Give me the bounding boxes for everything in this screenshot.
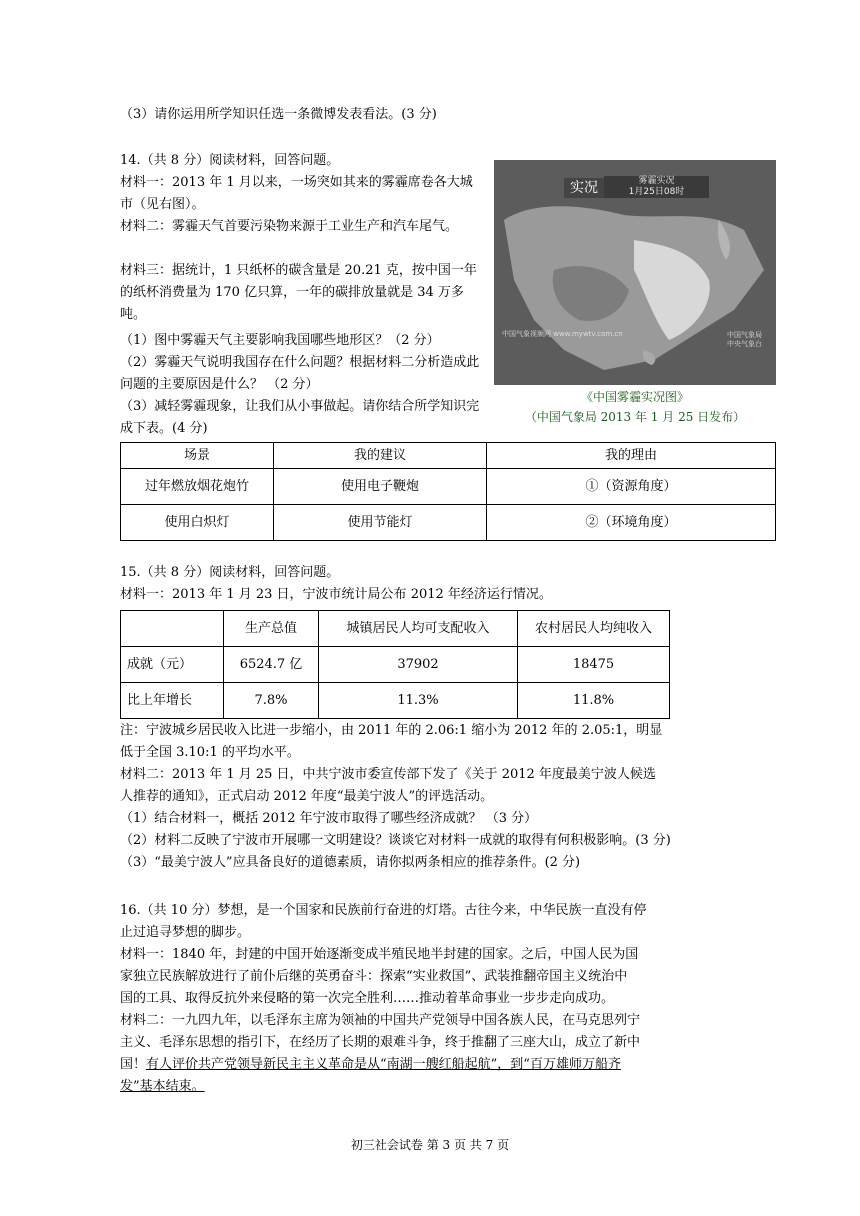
q15-table — [120, 610, 670, 719]
map-tag-label: 实况 — [564, 178, 604, 198]
table-row — [121, 469, 776, 505]
table-cell: 18475 — [518, 647, 670, 683]
q14-material2: 材料二：雾霾天气首要污染物来源于工业生产和汽车尾气。 — [120, 219, 459, 234]
table-cell: 使用电子鞭炮 — [274, 469, 487, 505]
table-cell: 37902 — [319, 647, 518, 683]
q15-material1: 材料一：2013 年 1 月 23 日，宁波市统计局公布 2012 年经济运行情况。 — [120, 587, 552, 602]
q16-line5: 国的工具、取得反抗外来侵略的第一次完全胜利……推动着革命事业一步步走向成功。 — [120, 991, 615, 1006]
table-cell: 7.8% — [224, 683, 319, 719]
table-header-cell: 我的建议 — [274, 443, 487, 469]
q16-underlined-quote-end: 发”基本结束。 — [120, 1079, 205, 1094]
table-cell: ②（环境角度） — [487, 505, 776, 541]
map-bar-title: 雾霾实况 — [638, 176, 675, 186]
table-header-cell: 城镇居民人均可支配收入 — [319, 611, 518, 647]
q16-line6: 材料二：一九四九年，以毛泽东主席为领袖的中国共产党领导中国各族人民，在马克思列宁 — [120, 1013, 641, 1028]
table-row — [121, 505, 776, 541]
q15-heading: 15.（共 8 分）阅读材料，回答问题。 — [120, 565, 340, 580]
haze-map-image — [494, 160, 776, 385]
map-org1: 中国气象局 — [727, 331, 762, 339]
map-org2: 中央气象台 — [727, 340, 762, 348]
q14-material3: 材料三：据统计，1 只纸杯的碳含量是 20.21 克，按中国一年的纸杯消费量为 170 亿只算，一年的碳排放量就是 34 万多吨。 — [120, 263, 477, 322]
q15-material2-line2: 人推荐的通知》，正式启动 2012 年度“最美宁波人”的评选活动。 — [120, 789, 494, 804]
q16-line8 — [120, 1054, 621, 1076]
q15-part3: （3）“最美宁波人”应具备良好的道德素质，请你拟两条相应的推荐条件。(2 分) — [120, 855, 581, 870]
table-cell: 使用白炽灯 — [121, 505, 274, 541]
table-cell: ①（资源角度） — [487, 469, 776, 505]
q13-part3: （3）请你运用所学知识任选一条微博发表看法。(3 分) — [120, 107, 437, 122]
map-org-logo — [727, 331, 762, 349]
q16-underlined-quote: 有人评价共产党领导新民主主义革命是从“南湖一艘红船起航”，到“百万雄师万船齐 — [146, 1057, 621, 1072]
q16-line4: 家独立民族解放进行了前仆后继的英勇奋斗：探索“实业救国”、武装推翻帝国主义统治中 — [120, 969, 628, 984]
table-header-cell: 农村居民人均纯收入 — [518, 611, 670, 647]
map-site-watermark: 中国气象视频网 www.mywtv.com.cn — [502, 330, 623, 338]
table-header-row — [121, 443, 776, 469]
table-row — [121, 683, 670, 719]
q16-line1: 16.（共 10 分）梦想，是一个国家和民族前行奋进的灯塔。古往今来，中华民族一直没有停 — [120, 903, 647, 918]
table-row — [121, 647, 670, 683]
table-cell: 使用节能灯 — [274, 505, 487, 541]
table-cell: 11.8% — [518, 683, 670, 719]
q15-note-line2: 低于全国 3.10:1 的平均水平。 — [120, 745, 300, 760]
table-cell: 11.3% — [319, 683, 518, 719]
table-cell: 比上年增长 — [121, 683, 224, 719]
map-caption-title: 《中国雾霾实况图》 — [580, 390, 689, 404]
table-header-cell: 我的理由 — [487, 443, 776, 469]
q14-material1: 材料一：2013 年 1 月以来，一场突如其来的雾霾席卷各大城市（见右图）。 — [120, 175, 473, 212]
table-header-cell — [121, 611, 224, 647]
q16-line9 — [120, 1076, 205, 1098]
q15-part1: （1）结合材料一，概括 2012 年宁波市取得了哪些经济成就？ （3 分） — [120, 811, 538, 826]
table-header-cell: 场景 — [121, 443, 274, 469]
q16-line8-start: 国！ — [120, 1057, 147, 1072]
table-cell: 过年燃放烟花炮竹 — [121, 469, 274, 505]
table-cell: 成就（元） — [121, 647, 224, 683]
q16-line7: 主义、毛泽东思想的指引下，在经历了长期的艰难斗争，终于推翻了三座大山，成立了新中 — [120, 1035, 641, 1050]
q14-part3: （3）减轻雾霾现象，让我们从小事做起。请你结合所学知识完成下表。(4 分) — [120, 399, 480, 436]
q16-line3: 材料一：1840 年，封建的中国开始逐渐变成半殖民地半封建的国家。之后，中国人民为国 — [120, 947, 639, 962]
table-header-row — [121, 611, 670, 647]
q14-table — [120, 442, 776, 541]
q16-line2: 止过追寻梦想的脚步。 — [120, 925, 251, 940]
q14-part2: （2）雾霾天气说明我国存在什么问题？根据材料二分析造成此问题的主要原因是什么？ （2 分） — [120, 355, 480, 392]
map-title-bar — [604, 176, 709, 198]
table-header-cell: 生产总值 — [224, 611, 319, 647]
q15-material2-line1: 材料二：2013 年 1 月 25 日，中共宁波市委宣传部下发了《关于 2012 年度最美宁波人候选 — [120, 767, 656, 782]
page-footer: 初三社会试卷 第 3 页 共 7 页 — [350, 1138, 510, 1152]
q14-heading: 14.（共 8 分）阅读材料，回答问题。 — [120, 153, 340, 168]
q14-part1: （1）图中雾霾天气主要影响我国哪些地形区？（2 分） — [120, 333, 440, 348]
map-caption-source: （中国气象局 2013 年 1 月 25 日发布） — [524, 410, 746, 424]
table-cell: 6524.7 亿 — [224, 647, 319, 683]
map-bar-date: 1月25日08时 — [628, 187, 685, 197]
q15-part2: （2）材料二反映了宁波市开展哪一文明建设？谈谈它对材料一成就的取得有何积极影响。(3 分) — [120, 833, 671, 848]
q15-note-line1: 注：宁波城乡居民收入比进一步缩小，由 2011 年的 2.06:1 缩小为 2012 年的 2.05:1，明显 — [120, 723, 663, 738]
